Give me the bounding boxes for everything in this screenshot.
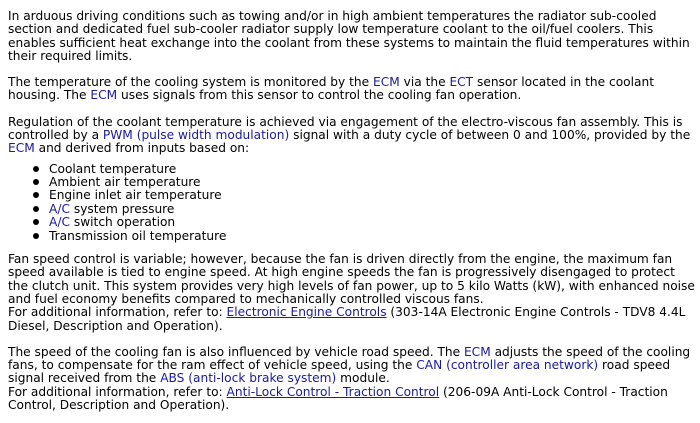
list-item bbox=[49, 163, 698, 176]
list-item-label: Transmission oil temperature bbox=[49, 228, 227, 243]
paragraph-ect-monitoring bbox=[8, 76, 698, 103]
text-span: adjusts the speed of the cooling fans, to compensate for the ram effect of vehicle speed, using the bbox=[8, 344, 691, 373]
text-span: road speed signal received from the bbox=[8, 358, 671, 386]
term-can[interactable]: CAN (controller area network) bbox=[416, 358, 599, 373]
list-item bbox=[49, 216, 698, 229]
paragraph-road-speed bbox=[8, 346, 698, 412]
text-span: The speed of the cooling fan is also influenced by vehicle road speed. The bbox=[8, 344, 464, 359]
link-electronic-engine-controls[interactable]: Electronic Engine Controls bbox=[226, 305, 387, 320]
term-ac[interactable]: A/C bbox=[49, 215, 70, 230]
list-item-label: system pressure bbox=[69, 201, 175, 216]
bullet-icon bbox=[33, 166, 39, 172]
paragraph-sub-cooler-text: In arduous driving conditions such as towing and/or in high ambient temperatures the radiator sub-cooled section and dedicated fuel sub-cooler radiator supply low temperature coolant to the oil/fuel coolers. This enables sufficient heat exchange into the coolant from these systems to maintain the fluid temperatures within their required limits. bbox=[8, 9, 690, 63]
list-item bbox=[49, 230, 698, 243]
text-span: For additional information, refer to: bbox=[8, 384, 227, 399]
bullet-icon bbox=[33, 179, 39, 185]
text-span: module. bbox=[336, 371, 390, 386]
term-ecm[interactable]: ECM bbox=[8, 141, 35, 156]
term-pwm[interactable]: PWM (pulse width modulation) bbox=[102, 128, 290, 143]
paragraph-fan-speed bbox=[8, 253, 698, 333]
bullet-icon bbox=[33, 206, 39, 212]
bullet-icon bbox=[33, 219, 39, 225]
text-span: via the bbox=[399, 75, 450, 90]
term-abs[interactable]: ABS (anti-lock brake system) bbox=[160, 371, 337, 386]
term-ecm[interactable]: ECM bbox=[373, 75, 400, 90]
list-item bbox=[49, 203, 698, 216]
text-span: Regulation of the coolant temperature is achieved via engagement of the electro-viscous fan assembly. This is controlled by a bbox=[8, 114, 683, 143]
list-item-label: Engine inlet air temperature bbox=[49, 188, 222, 203]
term-ecm[interactable]: ECM bbox=[463, 344, 491, 359]
list-item bbox=[49, 189, 698, 202]
text-span: The temperature of the cooling system is monitored by the bbox=[8, 75, 374, 90]
list-item-label: Ambient air temperature bbox=[49, 175, 201, 190]
term-ac[interactable]: A/C bbox=[49, 201, 70, 216]
term-ecm[interactable]: ECM bbox=[90, 88, 118, 103]
list-item-label: Coolant temperature bbox=[49, 161, 177, 176]
text-span: For additional information, refer to: bbox=[8, 305, 227, 320]
bullet-icon bbox=[33, 233, 39, 239]
text-span: and derived from inputs based on: bbox=[34, 141, 250, 156]
list-item-label: switch operation bbox=[69, 215, 176, 230]
list-item bbox=[49, 176, 698, 189]
term-ect[interactable]: ECT bbox=[449, 75, 474, 90]
text-span: uses signals from this sensor to control the cooling fan operation. bbox=[117, 88, 522, 103]
text-span: (206-09A Anti-Lock Control - Traction Control, Description and Operation). bbox=[8, 384, 668, 412]
text-span: signal with a duty cycle of between 0 and 100%, provided by the bbox=[289, 128, 691, 143]
text-span: sensor located in the coolant housing. The bbox=[8, 75, 654, 103]
text-span: (303-14A Electronic Engine Controls - TDV8 4.4L Diesel, Description and Operation). bbox=[8, 305, 686, 333]
paragraph-regulation bbox=[8, 116, 698, 156]
bullet-icon bbox=[33, 192, 39, 198]
text-span: Fan speed control is variable; however, because the fan is driven directly from the engine, the maximum fan speed available is tied to engine speed. At high engine speeds the fan is progressively disengaged to protect the clutch unit. This system provides very high levels of fan power, up to 5 kilo Watts (kW), with enhanced noise and fuel economy benefits compared to mechanically controlled viscous fans. bbox=[8, 252, 695, 306]
input-list bbox=[8, 163, 698, 243]
paragraph-sub-cooler bbox=[8, 10, 698, 63]
link-anti-lock-control[interactable]: Anti-Lock Control - Traction Control bbox=[226, 384, 440, 399]
